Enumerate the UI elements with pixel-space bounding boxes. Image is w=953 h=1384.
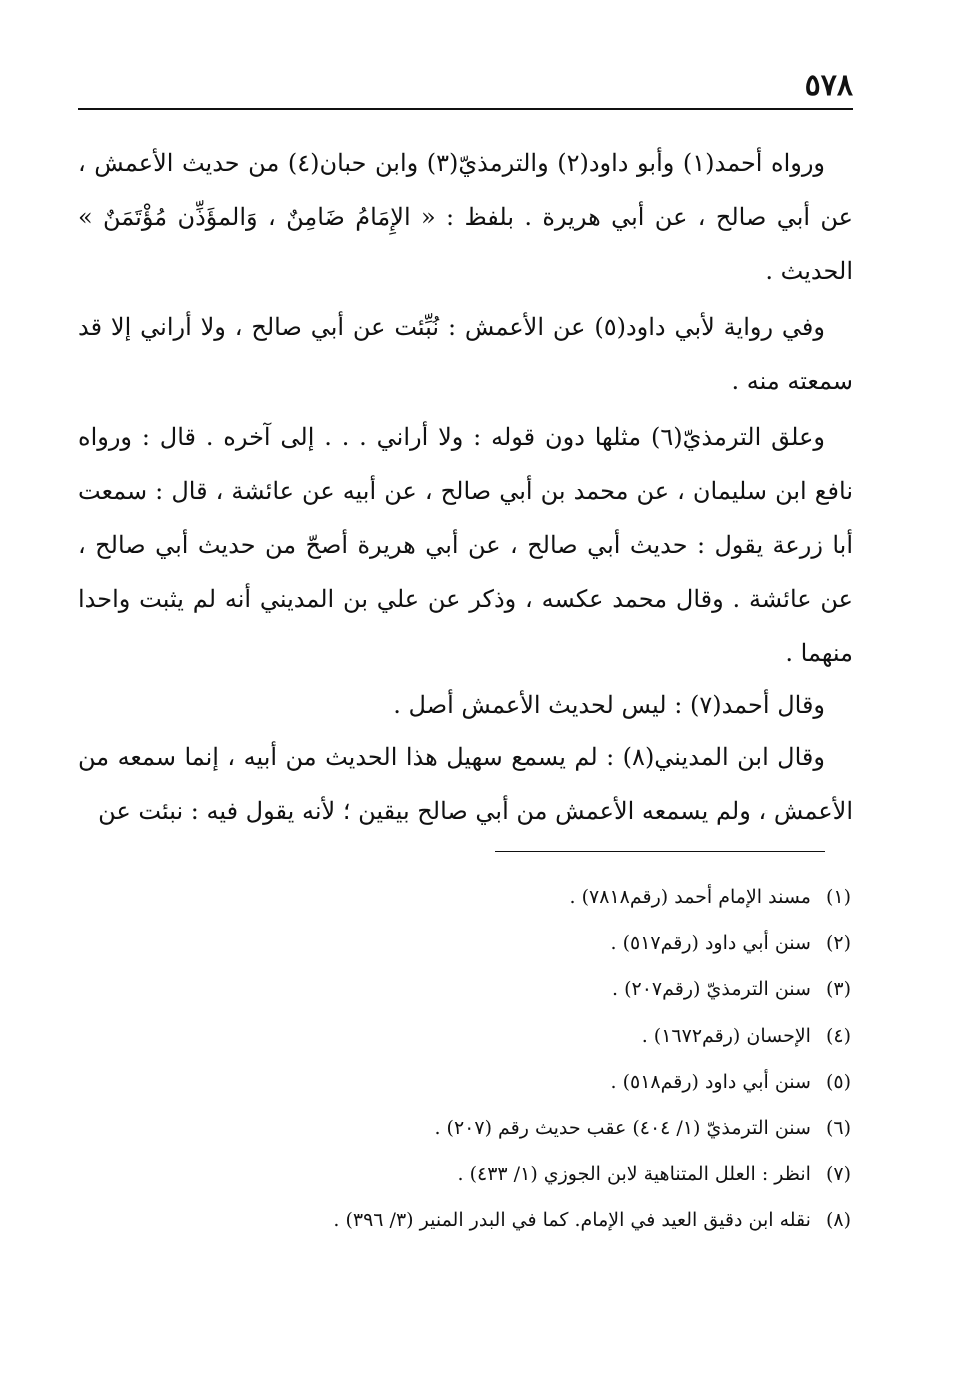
- footnote-text: سنن أبي داود (رقم٥١٧) .: [610, 932, 811, 955]
- paragraph-2: وفي رواية لأبي داود(٥) عن الأعمش : نُبِّئت عن أبي صالح ، ولا أراني إلا قد سمعته منه .: [78, 313, 853, 395]
- header-divider: [78, 108, 853, 110]
- footnote-number: (٣): [825, 978, 851, 1001]
- footnote-5: [120, 1059, 851, 1105]
- footnote-text: انظر : العلل المتناهية لابن الجوزي (١/ ٤٣٣) .: [457, 1163, 811, 1186]
- footnote-number: (١): [825, 886, 851, 908]
- footnote-2: [120, 920, 851, 966]
- paragraph-5: وقال ابن المديني(٨) : لم يسمع سهيل هذا الحديث من أبيه ، إنما سمعه من الأعمش ، ولم يسمعه الأعمش من أبي صالح بيقين ؛ لأنه يقول فيه : نبئت عن: [78, 743, 853, 825]
- footnote-number: (٧): [825, 1163, 851, 1186]
- footnote-number: (٤): [825, 1024, 851, 1047]
- footnote-number: (٦): [825, 1117, 851, 1140]
- footnote-number: (٥): [825, 1070, 851, 1093]
- footnote-text: سنن الترمذيّ (١/ ٤٠٤) عقب حديث رقم (٢٠٧) .: [434, 1117, 811, 1140]
- paragraph-1: ورواه أحمد(١) وأبو داود(٢) والترمذيّ(٣) وابن حبان(٤) من حديث الأعمش ، عن أبي صالح ، عن أبي هريرة . بلفظ : « الإِمَامُ ضَامِنٌ ، وَالمؤَذِّن مُؤْتَمَنٌ » الحديث .: [78, 149, 853, 285]
- footnote-text: سنن أبي داود (رقم٥١٨) .: [610, 1070, 811, 1093]
- page-number: ٥٧٨: [804, 68, 853, 103]
- footnote-4: [120, 1013, 851, 1059]
- footnote-text: الإحسان (رقم١٦٧٢) .: [641, 1024, 811, 1047]
- footnote-6: [120, 1105, 851, 1151]
- footnote-text: سنن الترمذيّ (رقم٢٠٧) .: [612, 978, 811, 1001]
- footnotes-list: [120, 874, 851, 1244]
- footnote-7: [120, 1151, 851, 1197]
- footnote-8: [120, 1197, 851, 1243]
- footnote-text: مسند الإمام أحمد (رقم٧٨١٨) .: [569, 886, 811, 908]
- footnote-number: (٨): [825, 1209, 851, 1232]
- paragraph-3: وعلق الترمذيّ(٦) مثلها دون قوله : ولا أراني . . . إلى آخره . قال : ورواه نافع ابن سليمان ، عن محمد بن أبي صالح ، عن أبيه عن عائشة ، قال : سمعت أبا زرعة يقول : حديث أبي صالح ، عن أبي هريرة أصحّ من حديث أبي صالح ، عن عائشة . وقال محمد عكسه ، وذكر عن علي بن المديني أنه لم يثبت واحدا منهما .: [78, 423, 853, 667]
- footnote-number: (٢): [825, 932, 851, 955]
- footnote-text: نقله ابن دقيق العيد في الإمام. كما في البدر المنير (٣/ ٣٩٦) .: [333, 1209, 811, 1232]
- paragraph-4: وقال أحمد(٧) : ليس لحديث الأعمش أصل .: [393, 691, 825, 719]
- footnote-divider: [495, 851, 825, 852]
- footnote-3: [120, 966, 851, 1012]
- main-text: [78, 136, 853, 838]
- footnote-1: [120, 874, 851, 920]
